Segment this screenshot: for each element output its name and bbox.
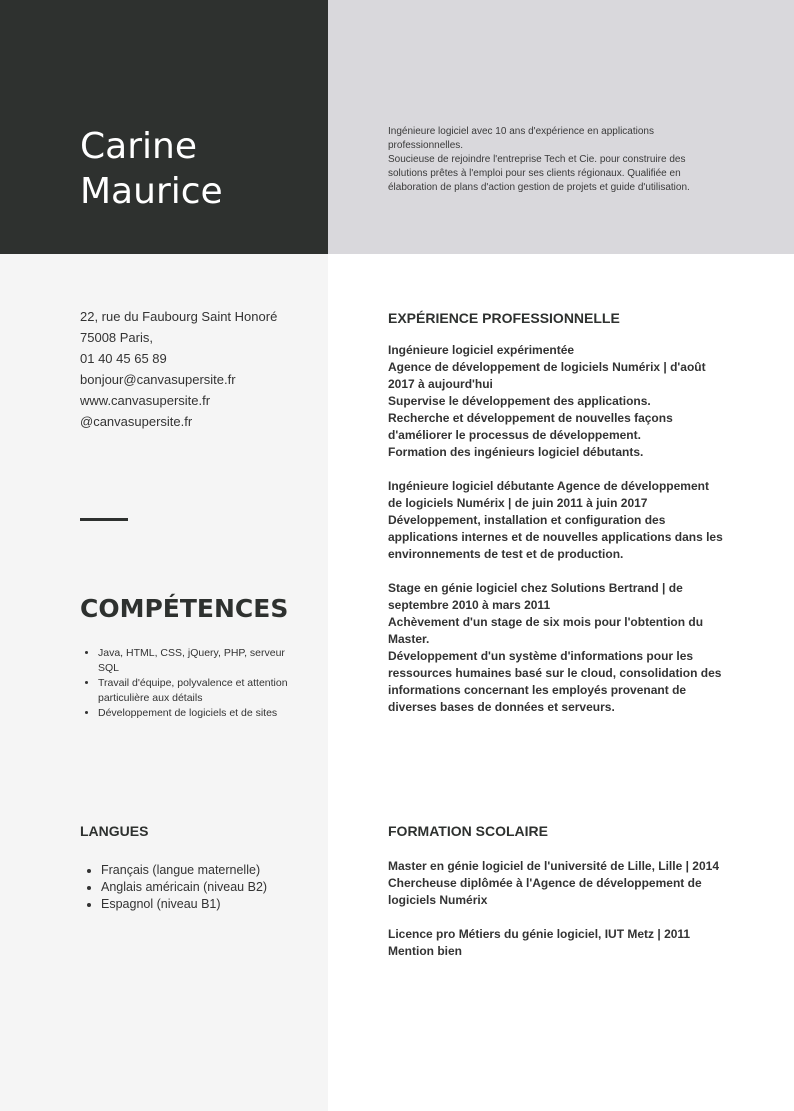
entry-line: Développement, installation et configuration des applications internes et de nouvelles applications dans les environnements de test et de production. (388, 513, 723, 561)
candidate-name (80, 124, 223, 214)
entry-line: Supervise le développement des applications. (388, 394, 651, 408)
entry-line: Ingénieure logiciel débutante Agence de développement de logiciels Numérix | de juin 2011 à juin 2017 (388, 479, 709, 510)
experience-entry (388, 342, 724, 461)
address-line: 22, rue du Faubourg Saint Honoré (80, 309, 278, 324)
education-entry (388, 858, 724, 909)
phone-number: 01 40 45 65 89 (80, 351, 167, 366)
entry-line: Recherche et développement de nouvelles façons d'améliorer le processus de développement. (388, 411, 673, 442)
entry-line: Agence de développement de logiciels Numérix | d'août 2017 à aujourd'hui (388, 360, 706, 391)
entry-line: Chercheuse diplômée à l'Agence de développement de logiciels Numérix (388, 876, 702, 907)
language-item: • Espagnol (niveau B1) (101, 896, 331, 913)
entry-line: Licence pro Métiers du génie logiciel, IUT Metz | 2011 (388, 927, 691, 941)
last-name: Maurice (80, 171, 223, 212)
education-list (388, 858, 724, 977)
skill-item: • Développement de logiciels et de sites (98, 706, 298, 721)
profile-summary (388, 125, 720, 195)
languages-heading: LANGUES (80, 823, 149, 839)
social-handle: @canvasupersite.fr (80, 414, 193, 429)
skill-item: • Travail d'équipe, polyvalence et attention particulière aux détails (98, 676, 298, 706)
skill-item: • Java, HTML, CSS, jQuery, PHP, serveur SQL (98, 646, 298, 676)
summary-line: Soucieuse de rejoindre l'entreprise Tech et Cie. pour construire des solutions prêtes à l'emploi pour ses clients régionaux. Qualifiée en élaboration de plans d'action gestion de projets et guide d'utilisation. (388, 154, 690, 193)
experience-heading: EXPÉRIENCE PROFESSIONNELLE (388, 310, 620, 326)
entry-line: Stage en génie logiciel chez Solutions Bertrand | de septembre 2010 à mars 2011 (388, 581, 683, 612)
entry-line: Développement d'un système d'informations pour les ressources humaines basé sur le cloud, consolidation des informations concernant les employés provenant de diverses bases de données et serveurs. (388, 649, 722, 714)
education-entry (388, 926, 724, 960)
entry-line: Formation des ingénieurs logiciel débutants. (388, 445, 644, 459)
email-address: bonjour@canvasupersite.fr (80, 372, 236, 387)
entry-line: Ingénieure logiciel expérimentée (388, 343, 575, 357)
skills-heading: COMPÉTENCES (80, 594, 289, 623)
website: www.canvasupersite.fr (80, 393, 211, 408)
address-city: 75008 Paris, (80, 330, 153, 345)
summary-line: Ingénieure logiciel avec 10 ans d'expérience en applications professionnelles. (388, 126, 654, 151)
languages-list (80, 862, 331, 913)
language-item: • Français (langue maternelle) (101, 862, 331, 879)
experience-list (388, 342, 724, 733)
first-name: Carine (80, 126, 197, 167)
language-item: • Anglais américain (niveau B2) (101, 879, 331, 896)
education-heading: FORMATION SCOLAIRE (388, 823, 548, 839)
contact-info (80, 306, 280, 432)
experience-entry (388, 580, 724, 716)
section-divider (80, 518, 128, 521)
entry-line: Mention bien (388, 944, 462, 958)
entry-line: Master en génie logiciel de l'université de Lille, Lille | 2014 (388, 859, 719, 873)
entry-line: Achèvement d'un stage de six mois pour l'obtention du Master. (388, 615, 704, 646)
skills-list (80, 646, 298, 721)
experience-entry (388, 478, 724, 563)
